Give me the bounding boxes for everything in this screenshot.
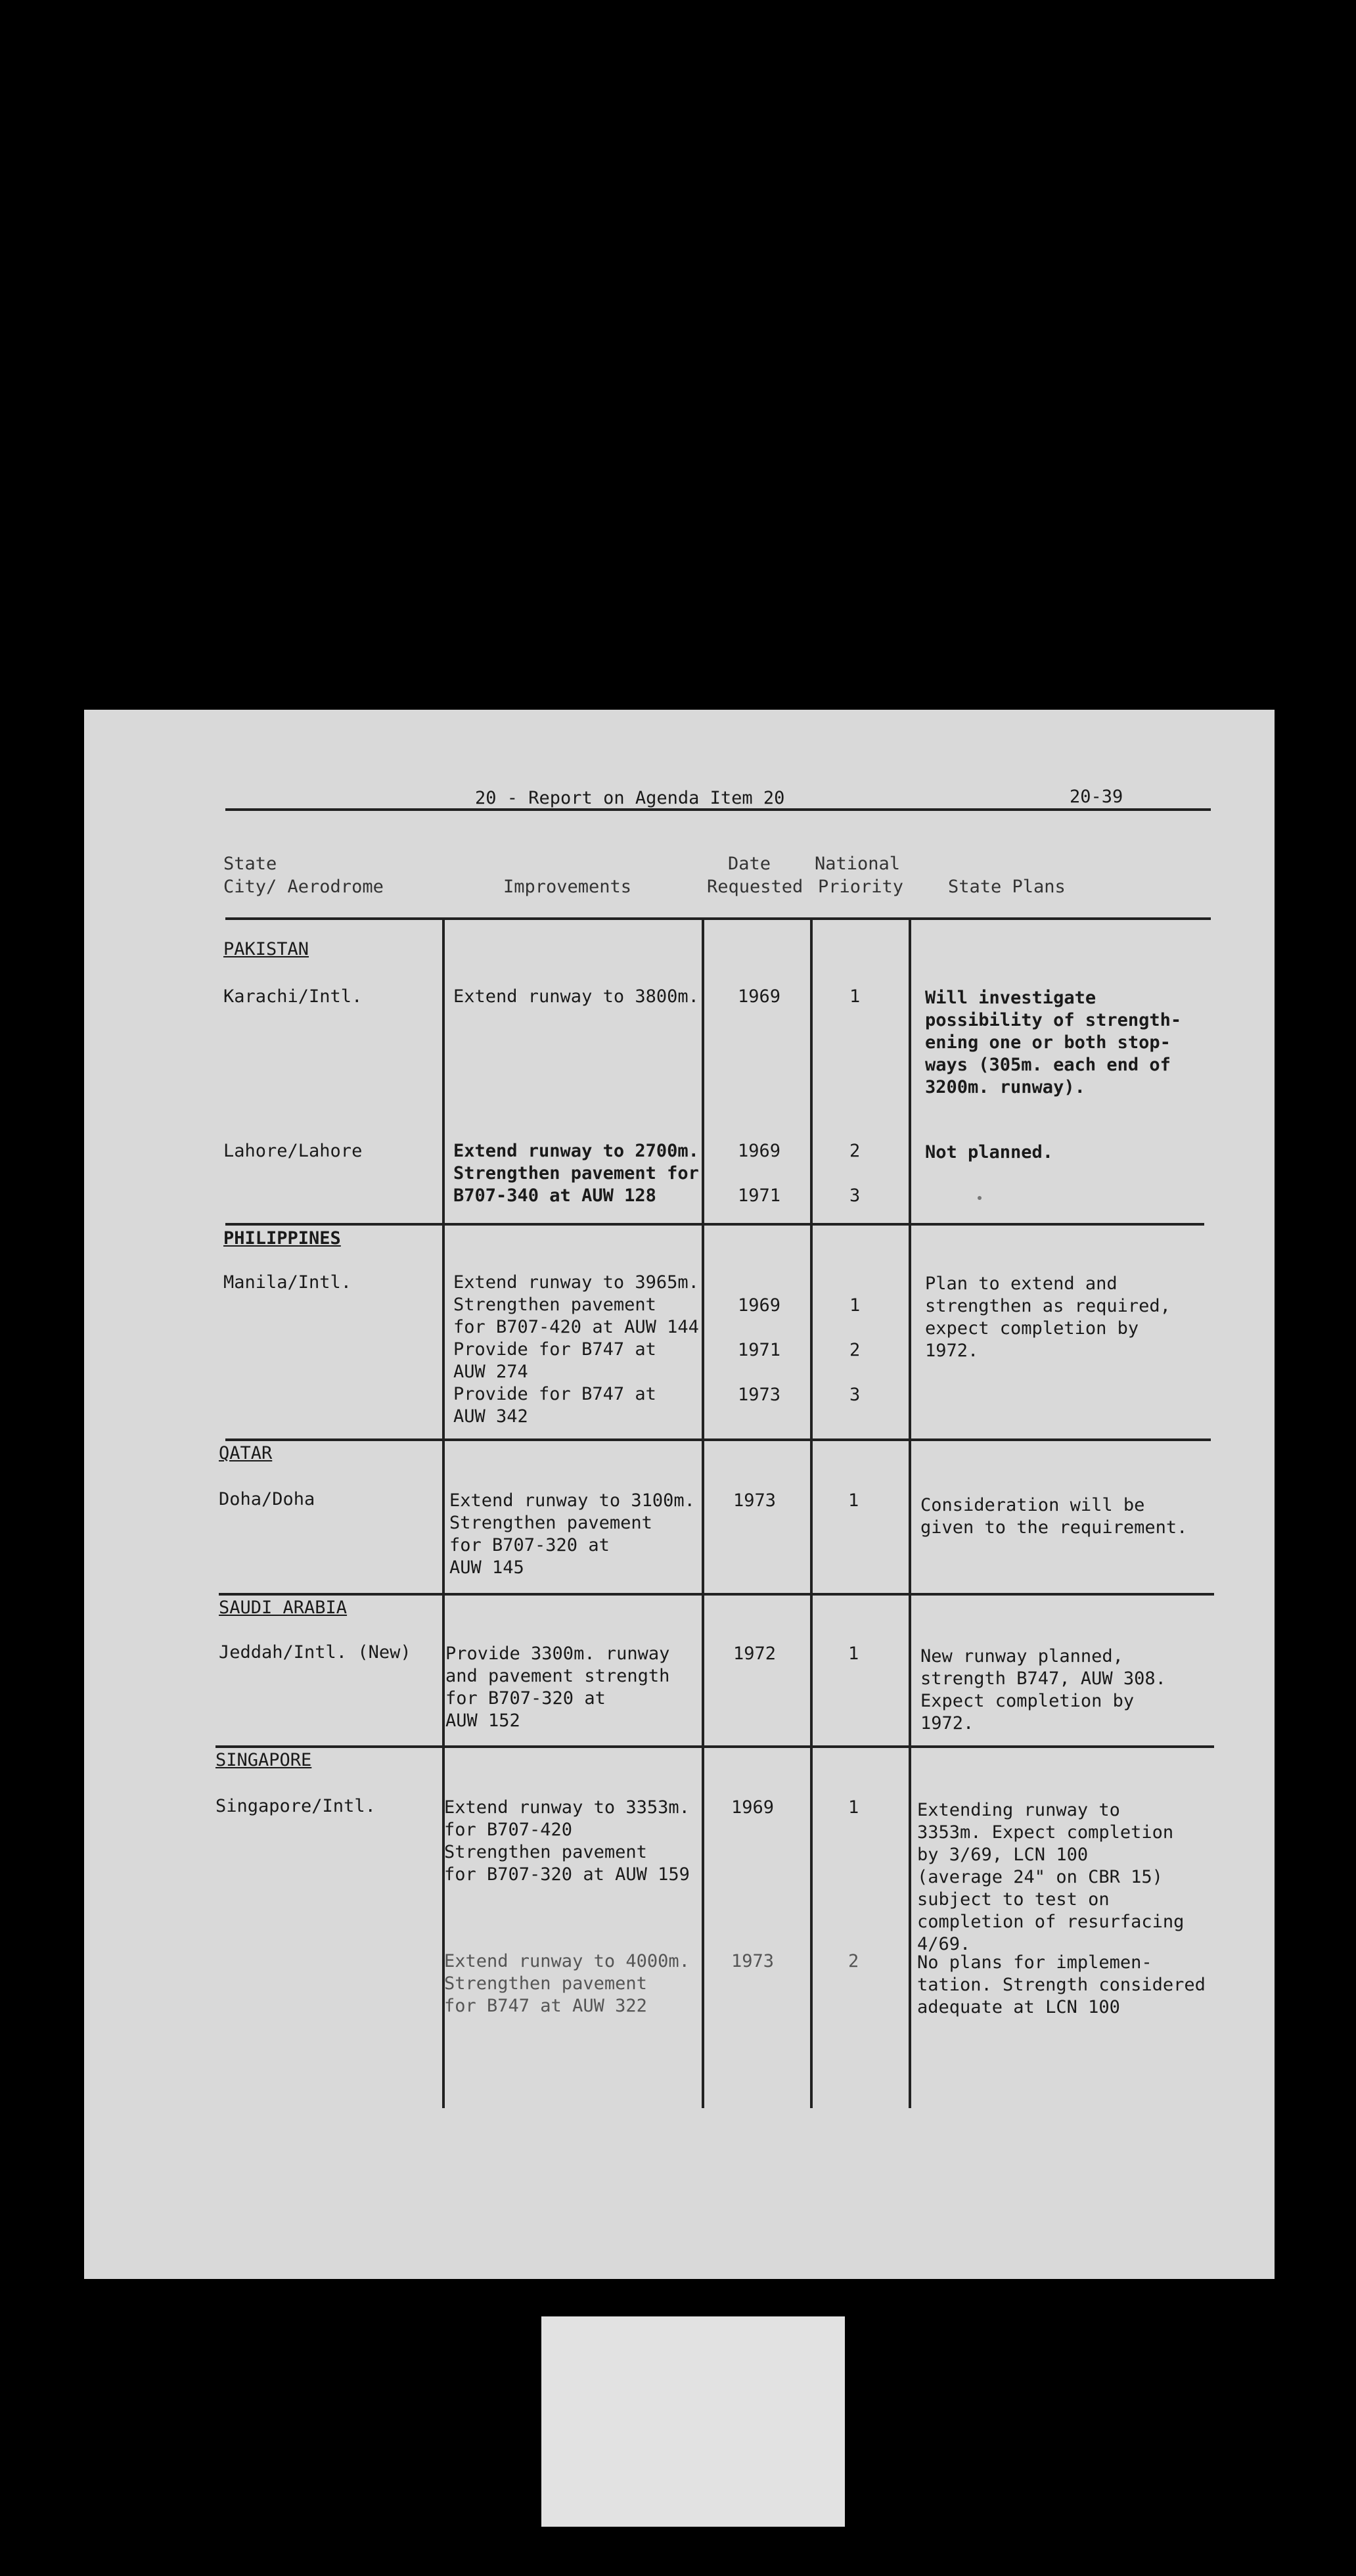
singapore-plan-1: Extending runway to <box>917 1800 1120 1820</box>
manila-plan-3: expect completion by <box>925 1318 1139 1339</box>
karachi-plan-3: ening one or both stop- <box>925 1032 1171 1053</box>
karachi-improvement-1: Extend runway to 3800m. <box>453 986 699 1007</box>
singapore-plan-3: by 3/69, LCN 100 <box>917 1845 1089 1865</box>
column-divider-2 <box>702 919 704 2108</box>
manila-improvement-7: AUW 342 <box>453 1406 528 1427</box>
city-doha: Doha/Doha <box>219 1489 315 1509</box>
lahore-improvement-3: B707-340 at AUW 128 <box>453 1185 656 1206</box>
karachi-priority-1: 1 <box>849 986 861 1007</box>
col-header-national: National <box>815 854 901 874</box>
doha-improvement-3: for B707-320 at <box>449 1535 610 1555</box>
karachi-plan-2: possibility of strength- <box>925 1010 1182 1030</box>
doha-improvement-1: Extend runway to 3100m. <box>449 1490 695 1511</box>
col-header-city: City/ Aerodrome <box>223 877 384 897</box>
singapore-plan-7: 4/69. <box>917 1934 971 1954</box>
lahore-improvement-1: Extend runway to 2700m. <box>453 1141 699 1161</box>
city-karachi: Karachi/Intl. <box>223 986 363 1007</box>
doha-improvement-4: AUW 145 <box>449 1557 524 1578</box>
manila-priority-3: 3 <box>849 1385 861 1405</box>
doha-date-1: 1973 <box>733 1490 777 1511</box>
karachi-plan-1: Will investigate <box>925 988 1096 1008</box>
jeddah-improvement-2: and pavement strength <box>445 1666 670 1686</box>
doha-priority-1: 1 <box>848 1490 859 1511</box>
col-header-priority: Priority <box>818 877 904 897</box>
saudi-bottom-rule <box>215 1745 1214 1748</box>
col-header-plans: State Plans <box>948 877 1066 897</box>
singapore-plan-5: subject to test on <box>917 1889 1110 1910</box>
singapore-improvement-2: for B707-420 <box>444 1820 573 1840</box>
state-qatar: QATAR <box>219 1443 273 1463</box>
state-philippines: PHILIPPINES <box>223 1228 341 1249</box>
report-title: 20 - Report on Agenda Item 20 <box>475 788 785 808</box>
jeddah-plan-4: 1972. <box>920 1713 974 1734</box>
doha-improvement-2: Strengthen pavement <box>449 1513 652 1533</box>
manila-improvement-4: Provide for B747 at <box>453 1339 656 1360</box>
state-pakistan: PAKISTAN <box>223 939 309 959</box>
singapore-improvement-6: Strengthen pavement <box>444 1973 647 1994</box>
manila-improvement-6: Provide for B747 at <box>453 1384 656 1404</box>
stray-dot <box>978 1196 982 1200</box>
singapore-improvement-4: for B707-320 at AUW 159 <box>444 1864 690 1885</box>
karachi-plan-5: 3200m. runway). <box>925 1077 1085 1097</box>
lahore-plan-1: Not planned. <box>925 1142 1054 1162</box>
singapore-date-2: 1973 <box>731 1951 775 1971</box>
lahore-date-1: 1969 <box>738 1141 781 1161</box>
singapore-priority-1: 1 <box>848 1797 859 1818</box>
col-header-requested: Requested <box>707 877 803 897</box>
col-header-date: Date <box>728 854 771 874</box>
singapore-improvement-7: for B747 at AUW 322 <box>444 1996 647 2016</box>
singapore-improvement-1: Extend runway to 3353m. <box>444 1797 690 1818</box>
singapore-plan-2: 3353m. Expect completion <box>917 1822 1174 1843</box>
manila-date-2: 1971 <box>738 1340 781 1360</box>
manila-improvement-1: Extend runway to 3965m. <box>453 1272 699 1293</box>
singapore-plan-4: (average 24" on CBR 15) <box>917 1867 1163 1887</box>
philippines-bottom-rule <box>225 1438 1211 1441</box>
manila-plan-4: 1972. <box>925 1341 979 1361</box>
column-divider-4 <box>909 919 911 2108</box>
col-header-improvements: Improvements <box>503 877 632 897</box>
manila-priority-2: 2 <box>849 1340 861 1360</box>
city-manila: Manila/Intl. <box>223 1272 352 1293</box>
jeddah-plan-2: strength B747, AUW 308. <box>920 1668 1166 1689</box>
lahore-priority-2: 3 <box>849 1185 861 1206</box>
lahore-priority-1: 2 <box>849 1141 861 1161</box>
karachi-plan-4: ways (305m. each end of <box>925 1055 1171 1075</box>
manila-improvement-2: Strengthen pavement <box>453 1295 656 1315</box>
singapore-improvement-3: Strengthen pavement <box>444 1842 647 1862</box>
paper-slip <box>541 2316 845 2527</box>
header-bottom-rule <box>225 917 1211 920</box>
lahore-improvement-2: Strengthen pavement for <box>453 1163 699 1184</box>
state-singapore: SINGAPORE <box>215 1750 312 1770</box>
city-jeddah: Jeddah/Intl. (New) <box>219 1642 411 1663</box>
manila-plan-2: strengthen as required, <box>925 1296 1171 1316</box>
jeddah-plan-1: New runway planned, <box>920 1646 1123 1667</box>
singapore-improvement-5: Extend runway to 4000m. <box>444 1951 690 1971</box>
lahore-date-2: 1971 <box>738 1185 781 1206</box>
manila-priority-1: 1 <box>849 1295 861 1316</box>
jeddah-priority-1: 1 <box>848 1644 859 1664</box>
jeddah-plan-3: Expect completion by <box>920 1691 1135 1711</box>
page-number: 20-39 <box>1070 787 1123 807</box>
qatar-bottom-rule <box>219 1593 1214 1596</box>
manila-date-3: 1973 <box>738 1385 781 1405</box>
singapore-priority-2: 2 <box>848 1951 859 1971</box>
jeddah-improvement-3: for B707-320 at <box>445 1688 606 1709</box>
city-singapore: Singapore/Intl. <box>215 1796 376 1816</box>
doha-plan-1: Consideration will be <box>920 1495 1145 1515</box>
jeddah-date-1: 1972 <box>733 1644 777 1664</box>
column-divider-1 <box>442 919 445 2108</box>
singapore-plan-10: adequate at LCN 100 <box>917 1997 1120 2017</box>
manila-improvement-3: for B707-420 at AUW 144 <box>453 1317 699 1337</box>
karachi-date-1: 1969 <box>738 986 781 1007</box>
state-saudi-arabia: SAUDI ARABIA <box>219 1598 348 1618</box>
doha-plan-2: given to the requirement. <box>920 1517 1188 1538</box>
singapore-plan-6: completion of resurfacing <box>917 1912 1185 1932</box>
pakistan-bottom-rule <box>225 1223 1204 1226</box>
document-page <box>84 710 1275 2279</box>
col-header-state: State <box>223 854 277 874</box>
singapore-plan-8: No plans for implemen- <box>917 1952 1152 1973</box>
singapore-plan-9: tation. Strength considered <box>917 1975 1206 1995</box>
city-lahore: Lahore/Lahore <box>223 1141 363 1161</box>
manila-date-1: 1969 <box>738 1295 781 1316</box>
jeddah-improvement-1: Provide 3300m. runway <box>445 1644 670 1664</box>
column-divider-3 <box>810 919 813 2108</box>
singapore-date-1: 1969 <box>731 1797 775 1818</box>
manila-plan-1: Plan to extend and <box>925 1274 1118 1294</box>
jeddah-improvement-4: AUW 152 <box>445 1711 520 1731</box>
manila-improvement-5: AUW 274 <box>453 1362 528 1382</box>
